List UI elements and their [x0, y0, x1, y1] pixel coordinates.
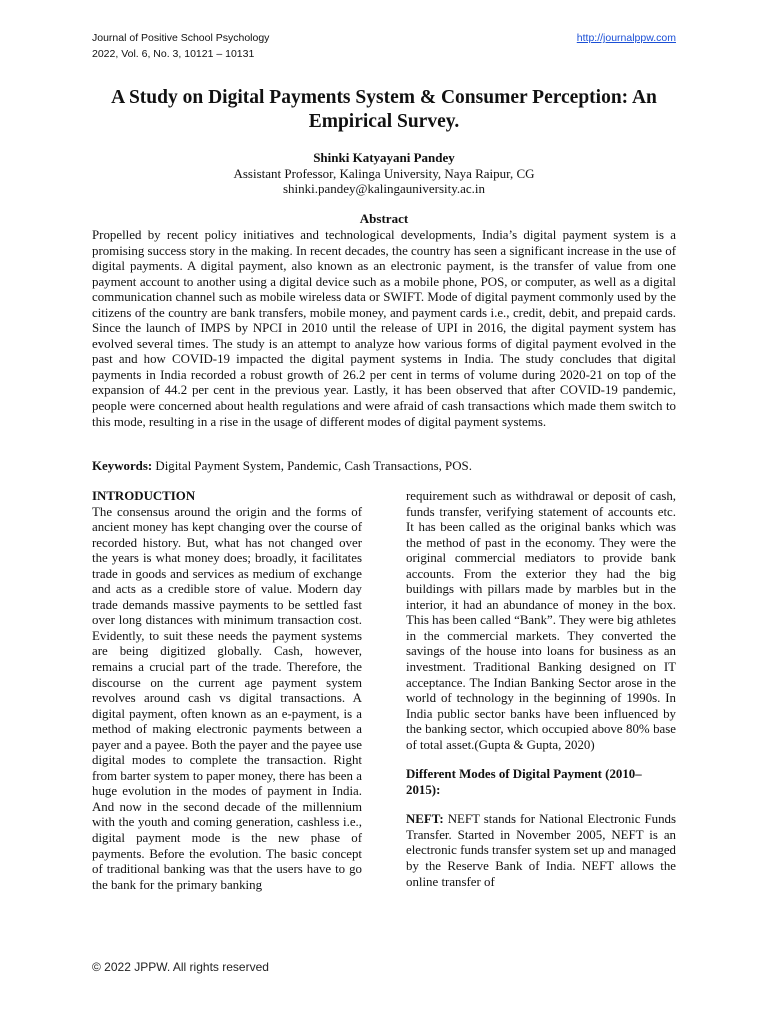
right-column [406, 489, 676, 890]
neft-text: NEFT stands for National Electronic Funds Transfer. Started in November 2005, NEFT is an electronic funds transfer system set up and managed by the Reserve Bank of India. NEFT allows the online transfer of [406, 812, 676, 889]
author-name: Shinki Katyayani Pandey [313, 150, 455, 165]
neft-paragraph [406, 812, 676, 890]
introduction-paragraph: The consensus around the origin and the forms of ancient money has kept changing over the course of recorded history. But, what has not changed over the years is what money does; broadly, it facilitates trade in goods and services as medium of exchange and acts as a credible store of value. Modern day trade demands massive payments to be settled fast over long distances with minimum transaction cost. Evidently, to suit these needs the payment systems are being digitized globally. Cash, however, remains a crucial part of the trade. Therefore, the discourse on the current age payment system revolves around cash vs digital transactions. A digital payment, often known as an e-payment, is a method of making electronic payments between a payer and a payee. Both the payer and the payee use digital modes to complete the transaction. Right from barter system to paper money, there has been a huge evolution in the modes of payment in India. And now in the second decade of the millennium with the youth and coming generation, cashless i.e., digital payment mode is the new phase of payments. Before the evolution. The basic concept of traditional banking was that the users have to go the bank for the primary banking [92, 504, 362, 892]
paper-title: A Study on Digital Payments System & Consumer Perception: An Empirical Survey. [111, 87, 657, 132]
spacer [406, 753, 676, 767]
copyright-footer: © 2022 JPPW. All rights reserved [92, 960, 269, 974]
neft-label: NEFT: [406, 812, 444, 827]
author-affiliation: Assistant Professor, Kalinga University, Naya Raipur, CG [233, 165, 535, 181]
keywords-line [92, 459, 676, 475]
modes-heading: Different Modes of Digital Payment (2010–2015): [406, 767, 642, 797]
journal-name: Journal of Positive School Psychology [92, 32, 270, 44]
abstract-heading: Abstract [359, 211, 409, 226]
left-column [92, 489, 362, 893]
introduction-heading: INTRODUCTION [92, 489, 196, 503]
journal-url-link[interactable]: http://journalppw.com [576, 32, 676, 44]
author-email: shinki.pandey@kalingauniversity.ac.in [282, 181, 486, 196]
abstract-text: Propelled by recent policy initiatives and technological developments, India’s digital payment system is a promising success story in the making. In recent decades, the country has seen a significant increase in the use of digital payments. A digital payment, also known as an electronic payment, is the transfer of value from one payment account to another using a digital device such as a mobile phone, POS, or computer, as well as a digital communication channel such as mobile wireless data or SWIFT. Mode of digital payment commonly used by the citizens of the country are bank transfers, mobile money, and payment cards i.e., credit, debit, and prepaid cards. Since the launch of IMPS by NPCI in 2010 until the release of UPI in 2016, the digital payment system has evolved several times. The study is an attempt to analyze how various forms of digital payment evolved in the past and how COVID-19 impacted the digital payment systems in India. The study concludes that digital payments in India recorded a robust growth of 26.2 per cent in terms of volume during 2020-21 on top of the expansion of 44.2 per cent in the previous year. Lastly, it has been observed that after COVID-19 pandemic, people were concerned about health regulations and were afraid of cash transactions which made them switch to this mode, resulting in a rise in the usage of different modes of digital payment systems. [92, 228, 676, 429]
keywords-text: Digital Payment System, Pandemic, Cash Transactions, POS. [152, 459, 472, 473]
author-block [80, 150, 688, 197]
running-header [92, 30, 269, 62]
keywords-label: Keywords: [92, 459, 153, 473]
journal-issue: 2022, Vol. 6, No. 3, 10121 – 10131 [92, 48, 255, 60]
spacer [406, 798, 676, 812]
introduction-continued-paragraph: requirement such as withdrawal or deposit of cash, funds transfer, verifying statement of accounts etc. It has been called as the original banks which was the method of past in the economy. They were the original commercial mediators to provide bank accounts. From the exterior they had the big buildings with pillars made by marbles but in the interior, it had an abundance of money in the box. This has been called “Bank”. They were big athletes in the commercial markets. They converted the savings of the house into loans for business as an investment. Traditional Banking designed on IT acceptance. The Indian Banking Sector arose in the world of technology in the beginning of 1990s. In India public sector banks have been influenced by the banking sector, which occupied above 80% base of total asset.(Gupta & Gupta, 2020) [406, 489, 677, 752]
